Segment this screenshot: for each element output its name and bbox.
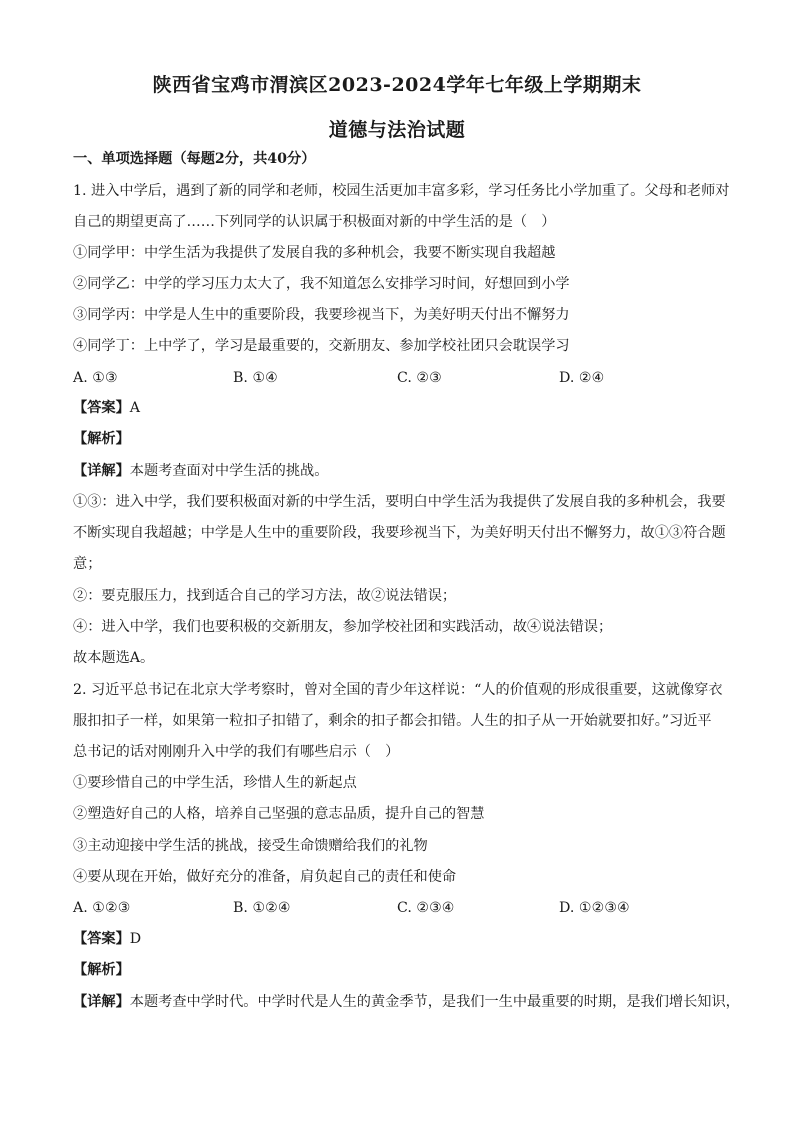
q1-explain-2: 不断实现自我超越；中学是人生中的重要阶段，我要珍视当下，为美好明天付出不懈努力，故①③符合题	[73, 525, 726, 541]
q1-option-a: A. ①③	[73, 370, 118, 386]
q1-stem-line1: 1. 进入中学后，遇到了新的同学和老师，校园生活更加丰富多彩，学习任务比小学加重了。父母和老师对	[73, 183, 730, 199]
q1-option-c: C. ②③	[397, 370, 442, 386]
q1-option-b: B. ①④	[233, 370, 278, 386]
q2-option-a: A. ①②③	[73, 900, 131, 916]
q1-detail-intro: 本题考查面对中学生活的挑战。	[129, 463, 329, 479]
q1-stem-line2: 自己的期望更高了……下列同学的认识属于积极面对新的中学生活的是（ ）	[73, 214, 556, 230]
q1-statement-3: ③同学丙：中学是人生中的重要阶段，我要珍视当下，为美好明天付出不懈努力	[73, 307, 570, 323]
q2-analysis-tag: 【解析】	[73, 962, 130, 978]
q2-stem-line1: 2. 习近平总书记在北京大学考察时，曾对全国的青少年这样说：“人的价值观的形成很重要，这就像穿衣	[73, 682, 723, 698]
q1-explain-1: ①③：进入中学，我们要积极面对新的中学生活，要明白中学生活为我提供了发展自我的多种机会，我要	[73, 494, 726, 510]
q2-statement-1: ①要珍惜自己的中学生活，珍惜人生的新起点	[73, 775, 357, 791]
q2-statement-2: ②塑造好自己的人格，培养自己坚强的意志品质，提升自己的智慧	[73, 806, 485, 822]
q2-answer-value: D	[129, 931, 142, 947]
q1-answer	[73, 398, 754, 418]
q1-detail-tag: 【详解】	[73, 463, 130, 479]
q2-statement-4: ④要从现在开始，做好充分的准备，肩负起自己的责任和使命	[73, 869, 457, 885]
q2-detail-text: 本题考查中学时代。中学时代是人生的黄金季节，是我们一生中最重要的时期，是我们增长知识，	[129, 994, 740, 1010]
q1-answer-tag: 【答案】	[73, 400, 130, 416]
q2-detail-tag: 【详解】	[73, 994, 130, 1010]
q2-option-c: C. ②③④	[397, 900, 455, 916]
q1-answer-value: A	[129, 400, 141, 416]
q1-option-d: D. ②④	[559, 370, 605, 386]
q1-explain-5: ④：进入中学，我们也要积极的交新朋友，参加学校社团和实践活动，故④说法错误；	[73, 619, 613, 635]
q2-statement-3: ③主动迎接中学生活的挑战，接受生命馈赠给我们的礼物	[73, 838, 428, 854]
page-subtitle: 道德与法治试题	[328, 119, 466, 141]
section-heading: 一、单项选择题（每题2分，共40分）	[73, 151, 316, 167]
q2-option-d: D. ①②③④	[559, 900, 630, 916]
q2-stem-line3: 总书记的话对刚刚升入中学的我们有哪些启示（ ）	[73, 744, 400, 760]
q2-answer-tag: 【答案】	[73, 931, 130, 947]
page-title: 陕西省宝鸡市渭滨区2023-2024学年七年级上学期期末	[152, 74, 642, 96]
q1-explain-4: ②：要克服压力，找到适合自己的学习方法，故②说法错误；	[73, 588, 457, 604]
q2-stem-line2: 服扣扣子一样，如果第一粒扣子扣错了，剩余的扣子都会扣错。人生的扣子从一开始就要扣好。”习近平	[73, 713, 712, 729]
q1-analysis-tag: 【解析】	[73, 431, 130, 447]
q1-explain-3: 意；	[73, 556, 102, 572]
q2-option-b: B. ①②④	[233, 900, 291, 916]
q1-explain-6: 故本题选A。	[73, 650, 155, 666]
q2-detail	[73, 992, 754, 1012]
q2-answer	[73, 929, 754, 949]
q1-statement-4: ④同学丁：上中学了，学习是最重要的，交新朋友、参加学校社团只会耽误学习	[73, 338, 570, 354]
q1-statement-1: ①同学甲：中学生活为我提供了发展自我的多种机会，我要不断实现自我超越	[73, 245, 556, 261]
q1-detail	[73, 461, 754, 481]
q1-statement-2: ②同学乙：中学的学习压力太大了，我不知道怎么安排学习时间，好想回到小学	[73, 276, 570, 292]
